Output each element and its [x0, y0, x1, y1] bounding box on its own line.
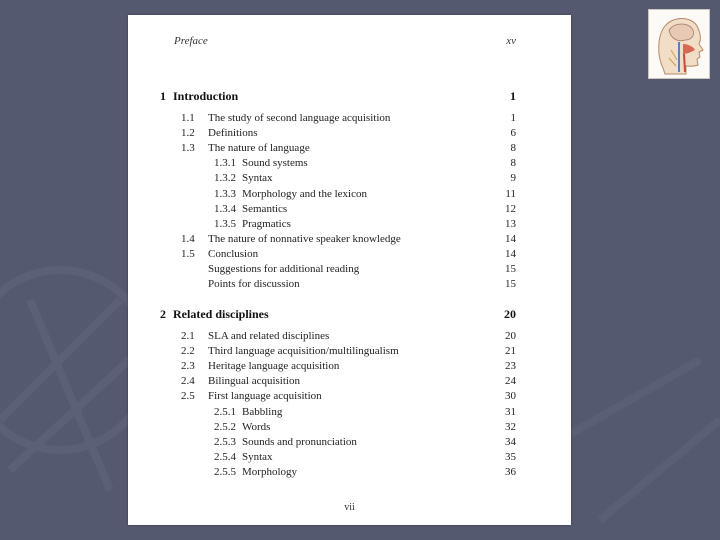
chapter-number: 2 — [160, 307, 166, 321]
entry-title: Morphology — [242, 465, 297, 478]
toc-entry — [128, 172, 516, 187]
entry-page: 20 — [505, 330, 516, 342]
toc-entry — [128, 127, 516, 142]
entry-title: Bilingual acquisition — [208, 375, 300, 388]
chapter-heading — [160, 89, 516, 105]
toc-entry — [128, 233, 516, 248]
entry-number: 2.5.2 — [214, 420, 236, 433]
entry-title: First language acquisition — [208, 390, 322, 403]
chapter-title: Introduction — [173, 89, 239, 103]
entry-title: Points for discussion — [208, 278, 300, 291]
entry-number: 2.5.5 — [214, 465, 236, 478]
entry-title: Babbling — [242, 405, 283, 418]
entry-page: 35 — [505, 450, 516, 463]
entry-number: 1.3.4 — [214, 202, 236, 215]
entry-title: Syntax — [242, 172, 273, 185]
toc-entry — [128, 451, 516, 466]
entry-page: 21 — [505, 345, 516, 358]
entry-title: Definitions — [208, 127, 258, 140]
entry-page: 6 — [510, 127, 516, 140]
entry-page: 34 — [505, 435, 516, 448]
entry-title: Words — [242, 420, 271, 433]
entry-page: 31 — [505, 405, 516, 418]
toc-entry — [128, 330, 516, 345]
entry-number: 2.5.4 — [214, 450, 236, 463]
preface-title: Preface — [174, 35, 208, 47]
entry-page: 23 — [505, 360, 516, 373]
toc-entry — [128, 390, 516, 405]
toc-entry — [128, 436, 516, 451]
entry-number: 1.4 — [181, 232, 195, 245]
entry-page: 15 — [505, 278, 516, 291]
entry-number: 1.5 — [181, 247, 195, 260]
toc-entry — [128, 345, 516, 360]
entry-number: 2.2 — [181, 345, 195, 358]
entry-number: 2.1 — [181, 330, 195, 342]
entry-page: 36 — [505, 465, 516, 478]
toc-entry — [128, 406, 516, 421]
entry-title: Heritage language acquisition — [208, 360, 340, 373]
head-anatomy-image — [648, 9, 710, 79]
entry-number: 2.4 — [181, 375, 195, 388]
toc-entry — [128, 421, 516, 436]
toc-entry — [128, 188, 516, 203]
toc-entry — [128, 157, 516, 172]
toc-entry — [128, 263, 516, 278]
entry-title: Conclusion — [208, 247, 259, 260]
entry-number: 2.5 — [181, 390, 195, 403]
entry-number: 1.3 — [181, 142, 195, 155]
entry-number: 1.3.3 — [214, 187, 236, 200]
toc-entry — [128, 278, 516, 293]
entry-title: Syntax — [242, 450, 273, 463]
entry-page: 15 — [505, 263, 516, 275]
entry-title: Third language acquisition/multilingualism — [208, 345, 399, 358]
preface-page: xv — [506, 35, 516, 47]
entry-title: Suggestions for additional reading — [208, 263, 360, 275]
entry-title: SLA and related disciplines — [208, 330, 330, 342]
entry-number: 1.2 — [181, 127, 195, 140]
document-page — [128, 15, 571, 525]
entry-number: 1.1 — [181, 112, 195, 124]
entry-title: The study of second language acquisition — [208, 112, 391, 124]
toc-entry — [128, 142, 516, 157]
entry-title: Semantics — [242, 202, 288, 215]
entry-page: 14 — [505, 247, 516, 260]
entry-title: Morphology and the lexicon — [242, 187, 367, 200]
entry-page: 14 — [505, 232, 516, 245]
toc-entry — [128, 203, 516, 218]
page-number: vii — [344, 502, 355, 513]
entry-page: 1 — [510, 112, 516, 124]
entry-page: 12 — [505, 202, 516, 215]
toc-entry — [128, 112, 516, 127]
entry-page: 24 — [505, 375, 516, 388]
entry-page: 8 — [510, 157, 516, 170]
chapter-page: 20 — [504, 307, 516, 321]
toc-entry — [128, 466, 516, 481]
toc-entry — [128, 375, 516, 390]
entry-title: Pragmatics — [242, 217, 291, 230]
entry-number: 2.5.1 — [214, 405, 236, 418]
entry-page: 8 — [510, 142, 516, 155]
chapter-number: 1 — [160, 89, 166, 103]
chapter-page: 1 — [510, 89, 516, 103]
entry-page: 9 — [510, 172, 516, 185]
entry-number: 1.3.1 — [214, 157, 236, 170]
toc-entry — [128, 218, 516, 233]
entry-title: Sound systems — [242, 157, 308, 170]
entry-number: 2.3 — [181, 360, 195, 373]
entry-number: 1.3.2 — [214, 172, 236, 185]
entry-title: The nature of nonnative speaker knowledge — [208, 232, 401, 245]
entry-page: 13 — [505, 217, 516, 230]
chapter-title: Related disciplines — [173, 307, 269, 321]
entry-page: 11 — [505, 187, 516, 200]
entry-number: 1.3.5 — [214, 217, 236, 230]
toc-entry — [128, 248, 516, 263]
preface-entry — [174, 35, 516, 51]
entry-title: The nature of language — [208, 142, 310, 155]
entry-page: 32 — [505, 420, 516, 433]
chapter-heading — [160, 307, 516, 323]
entry-number: 2.5.3 — [214, 435, 236, 448]
entry-title: Sounds and pronunciation — [242, 435, 357, 448]
toc-entry — [128, 360, 516, 375]
entry-page: 30 — [505, 390, 516, 403]
